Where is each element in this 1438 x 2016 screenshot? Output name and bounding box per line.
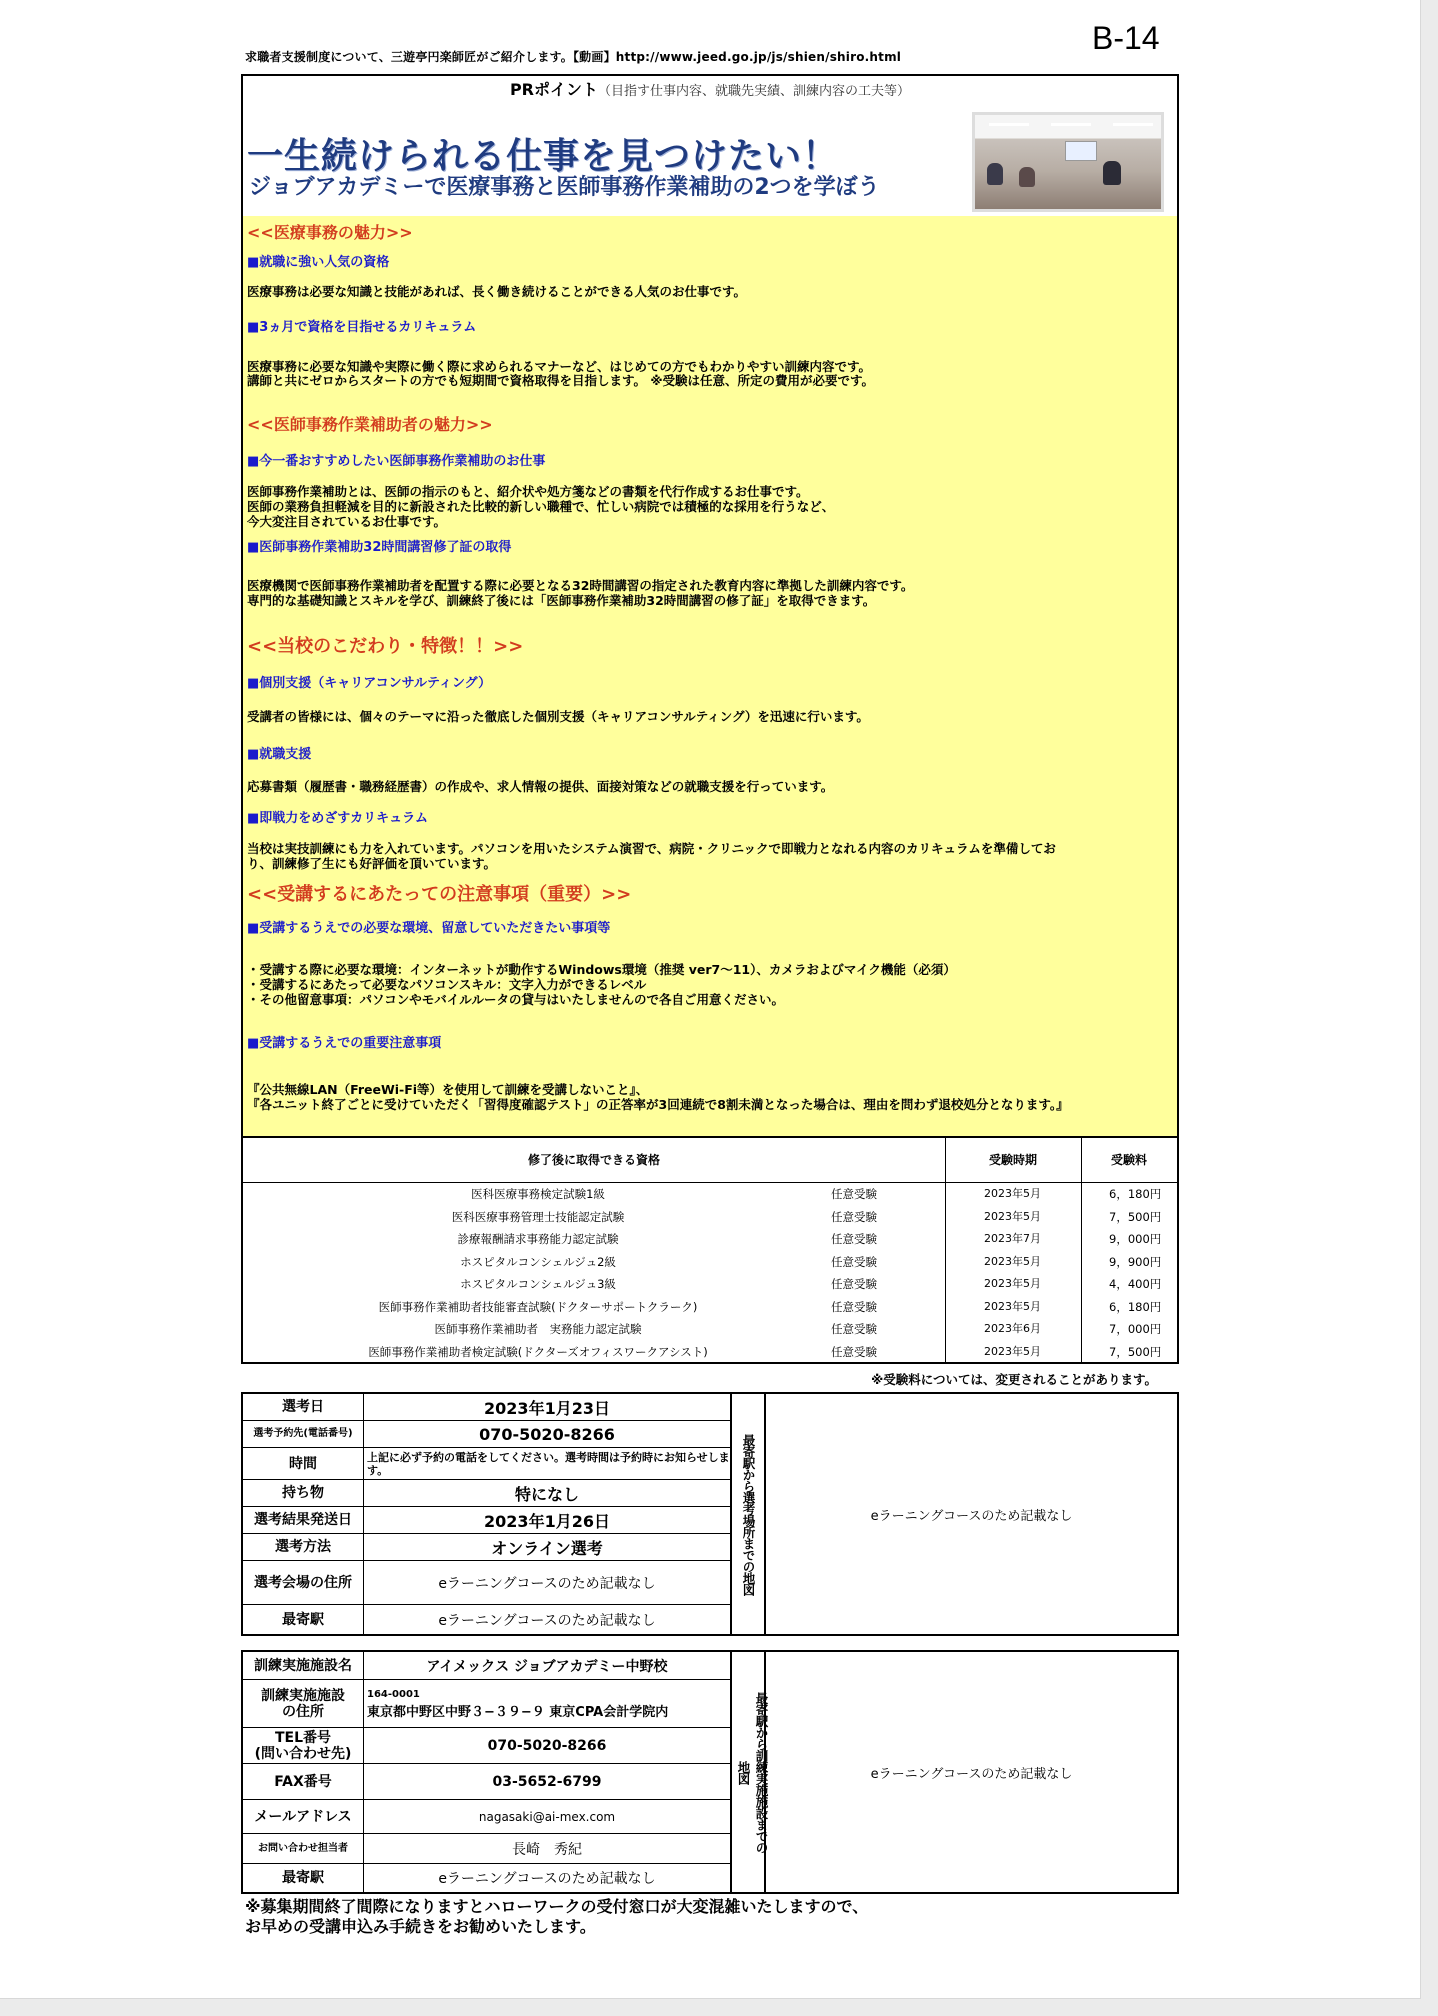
row-label: 訓練実施施設名 <box>243 1652 364 1679</box>
pr-content <box>243 216 1177 1136</box>
subsection-title: ■医師事務作業補助32時間講習修了証の取得 <box>247 540 512 555</box>
page-id: B-14 <box>1092 20 1160 56</box>
qual-fee: 7，000円 <box>1109 1322 1162 1336</box>
qual-header-fee: 受験料 <box>1081 1138 1177 1183</box>
section-title: <<当校のこだわり・特徴！！>> <box>247 636 524 657</box>
row-label: 選考会場の住所 <box>243 1561 364 1604</box>
row-label: 選考予約先(電話番号) <box>243 1421 364 1447</box>
pr-title-label: PRポイント <box>509 80 599 99</box>
subsection-title: ■就職支援 <box>247 747 312 762</box>
qual-type: 任意受験 <box>831 1254 877 1269</box>
qual-fee: 7，500円 <box>1109 1209 1162 1224</box>
qual-name: 医師事務作業補助者技能審査試験(ドクターサポートクラーク) <box>378 1299 698 1314</box>
subsection-title: ■受講するうえでの必要な環境、留意していただきたい事項等 <box>247 921 611 936</box>
qual-name: 医師事務作業補助者検定試験(ドクターズオフィスワークアシスト) <box>368 1344 708 1359</box>
row-label: 持ち物 <box>243 1480 364 1506</box>
row-label: メールアドレス <box>243 1800 364 1833</box>
map-value: eラーニングコースのため記載なし <box>870 1508 1073 1524</box>
qual-name: 医科医療事務管理士技能認定試験 <box>451 1209 625 1224</box>
qual-date: 2023年5月 <box>984 1299 1041 1313</box>
fee-note: ※受験料については、変更されることがあります。 <box>871 1372 1157 1387</box>
row-value: eラーニングコースのため記載なし <box>438 1612 656 1629</box>
body-text: ・その他留意事項：パソコンやモバイルルータの貸与はいたしませんので各自ご用意ください。 <box>247 992 784 1007</box>
body-text: ・受講するにあたって必要なパソコンスキル：文字入力ができるレベル <box>247 977 647 992</box>
row-value: eラーニングコースのため記載なし <box>438 1871 656 1887</box>
qual-name: 医師事務作業補助者 実務能力認定試験 <box>434 1322 642 1336</box>
body-text: 講師と共にゼロからスタートの方でも短期間で資格取得を目指します。 ※受験は任意、所定の費用が必要です。 <box>247 373 875 388</box>
qual-name: 医科医療事務検定試験1級 <box>471 1187 605 1201</box>
qual-type: 任意受験 <box>831 1344 877 1359</box>
pr-title <box>243 76 1177 104</box>
map-label-b: 最寄駅から訓練実施施設までの <box>754 1691 769 1853</box>
qual-date: 2023年5月 <box>984 1209 1041 1223</box>
body-text: 医療機関で医師事務作業補助者を配置する際に必要となる32時間講習の指定された教育内容に準拠した訓練内容です。 <box>247 578 914 593</box>
qual-name: 診療報酬請求事務能力認定試験 <box>457 1232 619 1246</box>
map-area <box>766 1652 1177 1892</box>
qualification-table <box>241 1138 1179 1364</box>
classroom-photo <box>972 112 1164 212</box>
body-text: り、訓練修了生にも好評価を頂いています。 <box>247 856 497 871</box>
table-row <box>243 1206 1177 1229</box>
row-label: TEL番号 (問い合わせ先) <box>243 1728 364 1763</box>
table-row <box>243 1728 730 1764</box>
row-value: 2023年1月23日 <box>484 1398 610 1418</box>
table-row <box>243 1864 730 1892</box>
subsection-title: ■受講するうえでの重要注意事項 <box>247 1036 442 1051</box>
qual-fee: 7，500円 <box>1109 1344 1162 1359</box>
map-value: eラーニングコースのため記載なし <box>870 1766 1073 1782</box>
table-row <box>243 1318 1177 1341</box>
subsection-title: ■個別支援（キャリアコンサルティング） <box>247 676 492 691</box>
subsection-title: ■今一番おすすめしたい医師事務作業補助のお仕事 <box>247 454 546 469</box>
section-title: <<医療事務の魅力>> <box>247 223 413 242</box>
qual-type: 任意受験 <box>831 1187 877 1201</box>
body-text: 当校は実技訓練にも力を入れています。パソコンを用いたシステム演習で、病院・クリニックで即戦力となれる内容のカリキュラムを準備してお <box>247 841 1056 856</box>
body-text: 『各ユニット終了ごとに受けていただく「習得度確認テスト」の正答率が3回連続で8割未満となった場合は、理由を問わず退校処分となります。』 <box>247 1097 1069 1112</box>
address: 東京都中野区中野３−３９−９ 東京CPA会計学院内 <box>367 1704 669 1720</box>
qual-fee: 9，900円 <box>1109 1254 1162 1269</box>
table-row <box>243 1341 1177 1364</box>
footer-note <box>245 1897 868 1937</box>
row-value: アイメックス ジョブアカデミー中野校 <box>426 1658 668 1675</box>
body-text: 受講者の皆様には、個々のテーマに沿った徹底した個別支援（キャリアコンサルティング）を迅速に行います。 <box>247 709 869 724</box>
table-row <box>243 1764 730 1800</box>
table-row <box>243 1561 730 1605</box>
row-value: 070-5020-8266 <box>479 1424 615 1444</box>
qual-type: 任意受験 <box>831 1322 877 1336</box>
row-label: 訓練実施施設 の住所 <box>243 1680 364 1727</box>
section-title: <<医師事務作業補助者の魅力>> <box>247 415 493 434</box>
qual-header-name: 修了後に取得できる資格 <box>243 1138 945 1183</box>
footer-note-line: ※募集期間終了間際になりますとハローワークの受付窓口が大変混雑いたしますので、 <box>245 1897 869 1916</box>
map-label-cell <box>730 1394 766 1634</box>
selection-table <box>241 1392 1179 1636</box>
table-row <box>243 1273 1177 1296</box>
body-text: 専門的な基礎知識とスキルを学び、訓練終了後には「医師事務作業補助32時間講習の修了証」を取得できます。 <box>247 593 876 608</box>
table-row <box>243 1534 730 1561</box>
subsection-title: ■3ヵ月で資格を目指せるカリキュラム <box>247 320 477 335</box>
map-label: 最寄駅から選考場所までの地図 <box>741 1433 756 1595</box>
qual-name: ホスピタルコンシェルジュ3級 <box>460 1277 616 1291</box>
row-label: お問い合わせ担当者 <box>243 1834 364 1863</box>
qual-header-date: 受験時期 <box>945 1138 1081 1183</box>
table-row <box>243 1251 1177 1274</box>
footer-note-line: お早めの受講申込み手続きをお勧めいたします。 <box>245 1917 596 1936</box>
body-text: 医療事務に必要な知識や実際に働く際に求められるマナーなど、はじめての方でもわかりやすい訓練内容です。 <box>247 359 872 374</box>
qual-date: 2023年6月 <box>984 1322 1041 1335</box>
map-label-a: 地図 <box>736 1760 751 1784</box>
postal-code: 164-0001 <box>367 1688 420 1700</box>
subsection-title: ■即戦力をめざすカリキュラム <box>247 811 429 826</box>
qual-fee: 6，180円 <box>1109 1187 1162 1201</box>
qual-fee: 4，400円 <box>1109 1277 1162 1291</box>
row-value: eラーニングコースのため記載なし <box>438 1575 656 1592</box>
facility-table <box>241 1650 1179 1894</box>
table-row <box>243 1394 730 1421</box>
qual-date: 2023年5月 <box>984 1277 1041 1290</box>
qual-date: 2023年7月 <box>984 1232 1041 1245</box>
body-text: 医療事務は必要な知識と技能があれば、長く働き続けることができる人気のお仕事です。 <box>247 284 747 299</box>
row-label: 時間 <box>243 1448 364 1479</box>
pr-title-note: （目指す仕事内容、就職先実績、訓練内容の工夫等） <box>598 84 911 99</box>
row-value: 長崎 秀紀 <box>512 1841 582 1858</box>
qual-type: 任意受験 <box>831 1209 877 1224</box>
row-value: 上記に必ず予約の電話をしてください。選考時間は予約時にお知らせします。 <box>367 1450 730 1477</box>
map-label-cell <box>730 1652 769 1892</box>
table-row <box>243 1421 730 1448</box>
table-row <box>243 1183 1177 1206</box>
section-title: <<受講するにあたっての注意事項（重要）>> <box>247 884 632 905</box>
table-row <box>243 1834 730 1864</box>
table-row <box>243 1228 1177 1251</box>
qual-date: 2023年5月 <box>984 1254 1041 1268</box>
row-value: 2023年1月26日 <box>484 1511 610 1531</box>
row-label: 選考日 <box>243 1394 364 1420</box>
table-row <box>243 1605 730 1634</box>
row-value: nagasaki@ai-mex.com <box>478 1809 616 1824</box>
table-row <box>243 1448 730 1480</box>
qual-fee: 9，000円 <box>1109 1232 1162 1246</box>
map-area <box>766 1394 1177 1634</box>
qual-date: 2023年5月 <box>984 1187 1041 1200</box>
body-text: 医師事務作業補助とは、医師の指示のもと、紹介状や処方箋などの書類を代行作成するお仕事です。 <box>247 484 809 499</box>
pr-subheadline: ジョブアカデミーで医療事務と医師事務作業補助の2つを学ぼう <box>249 175 880 200</box>
table-row <box>243 1652 730 1680</box>
subsection-title: ■就職に強い人気の資格 <box>247 255 390 270</box>
row-value: 03-5652-6799 <box>492 1773 602 1790</box>
row-label: 最寄駅 <box>243 1605 364 1634</box>
body-text: 『公共無線LAN（FreeWi-Fi等）を使用して訓練を受講しないこと』、 <box>247 1082 649 1097</box>
row-label: 選考方法 <box>243 1534 364 1560</box>
table-row <box>243 1507 730 1534</box>
row-label: FAX番号 <box>243 1764 364 1799</box>
pr-section <box>241 74 1179 1138</box>
qual-type: 任意受験 <box>831 1299 877 1314</box>
table-row <box>243 1680 730 1728</box>
table-row <box>243 1480 730 1507</box>
qual-type: 任意受験 <box>831 1232 877 1246</box>
table-row <box>243 1800 730 1834</box>
body-text: 医師の業務負担軽減を目的に新設された比較的新しい職種で、忙しい病院では積極的な採用を行うなど、 <box>247 499 835 514</box>
table-row <box>243 1296 1177 1319</box>
body-text: ・受講する際に必要な環境：インターネットが動作するWindows環境（推奨 ver7～11）、カメラおよびマイク機能（必須） <box>247 962 956 977</box>
intro-text: 求職者支援制度について、三遊亭円楽師匠がご紹介します。【動画】http://www.jeed.go.jp/js/shien/shiro.html <box>245 50 902 64</box>
qual-fee: 6，180円 <box>1109 1299 1162 1314</box>
row-value: 特になし <box>514 1484 579 1504</box>
row-label: 選考結果発送日 <box>243 1507 364 1533</box>
body-text: 今大変注目されているお仕事です。 <box>247 514 447 529</box>
qual-type: 任意受験 <box>831 1277 877 1291</box>
qual-name: ホスピタルコンシェルジュ2級 <box>460 1254 616 1269</box>
row-value <box>364 1680 730 1727</box>
body-text: 応募書類（履歴書・職務経歴書）の作成や、求人情報の提供、面接対策などの就職支援を行っています。 <box>247 779 834 794</box>
pr-headline: 一生続けられる仕事を見つけたい！ <box>247 136 840 177</box>
qual-date: 2023年5月 <box>984 1344 1041 1358</box>
row-value: 070-5020-8266 <box>487 1737 607 1754</box>
row-label: 最寄駅 <box>243 1864 364 1892</box>
row-value: オンライン選考 <box>491 1538 603 1558</box>
